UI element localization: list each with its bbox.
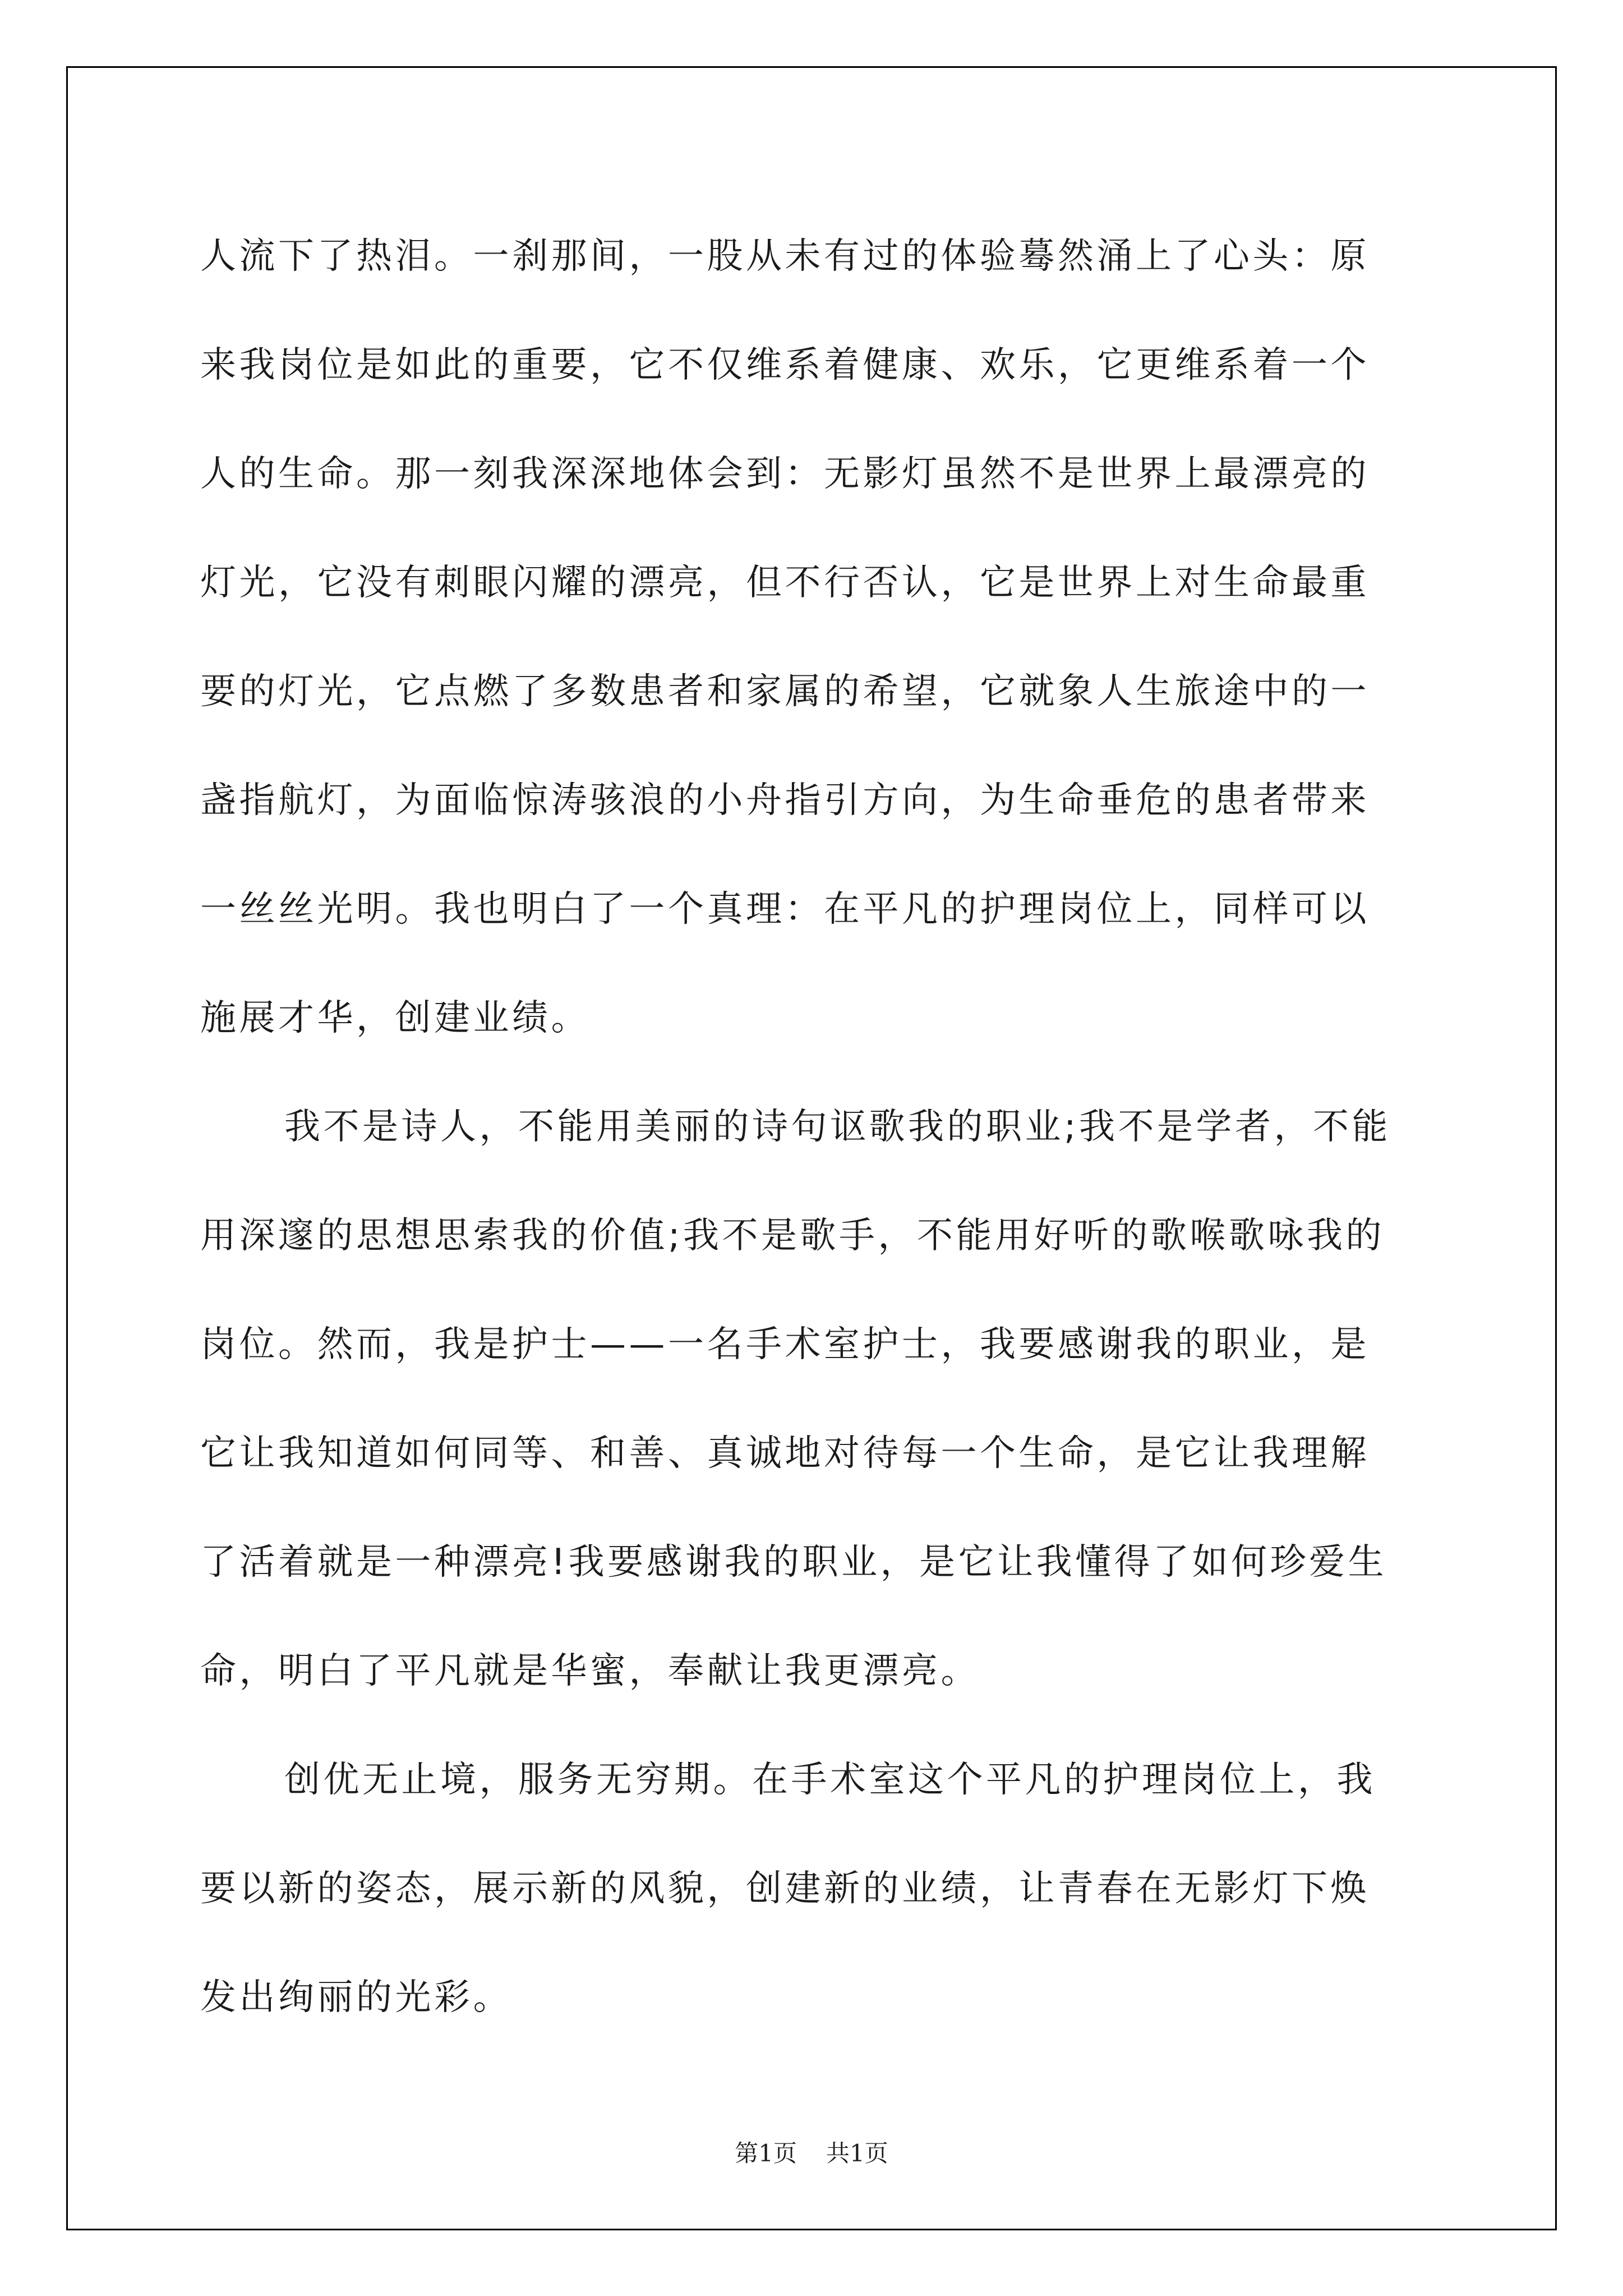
document-body <box>200 202 1423 2052</box>
paragraph-2-line-3: 岗位。然而，我是护士——一名手术室护士，我要感谢我的职业，是 <box>200 1324 1370 1365</box>
paragraph-1-line-6: 盏指航灯，为面临惊涛骇浪的小舟指引方向，为生命垂危的患者带来 <box>200 780 1370 821</box>
paragraph-1-line-2: 来我岗位是如此的重要，它不仅维系着健康、欢乐，它更维系着一个 <box>200 344 1370 386</box>
paragraph-2-line-4: 它让我知道如何同等、和善、真诚地对待每一个生命，是它让我理解 <box>200 1433 1370 1474</box>
paragraph-1-line-3: 人的生命。那一刻我深深地体会到：无影灯虽然不是世界上最漂亮的 <box>200 453 1370 495</box>
paragraph-2-line-5: 了活着就是一种漂亮!我要感谢我的职业，是它让我懂得了如何珍爱生 <box>200 1542 1387 1583</box>
paragraph-1-line-5: 要的灯光，它点燃了多数患者和家属的希望，它就象人生旅途中的一 <box>200 671 1370 712</box>
paragraph-1-line-4: 灯光，它没有刺眼闪耀的漂亮，但不行否认，它是世界上对生命最重 <box>200 562 1370 604</box>
paragraph-3-line-1: 创优无止境，服务无穷期。在手术室这个平凡的护理岗位上，我 <box>284 1759 1376 1801</box>
paragraph-1-line-7: 一丝丝光明。我也明白了一个真理：在平凡的护理岗位上，同样可以 <box>200 889 1370 930</box>
paragraph-2-line-2: 用深邃的思想思索我的价值;我不是歌手，不能用好听的歌喉歌咏我的 <box>200 1215 1385 1257</box>
paragraph-3-line-3: 发出绚丽的光彩。 <box>200 1977 512 2018</box>
page-footer <box>0 2135 1623 2169</box>
paragraph-2-line-6: 命，明白了平凡就是华蜜，奉献让我更漂亮。 <box>200 1650 980 1692</box>
paragraph-3-line-2: 要以新的姿态，展示新的风貌，创建新的业绩，让青春在无影灯下焕 <box>200 1868 1370 1910</box>
paragraph-2-line-1: 我不是诗人，不能用美丽的诗句讴歌我的职业;我不是学者，不能 <box>284 1106 1391 1148</box>
paragraph-1-line-8: 施展才华，创建业绩。 <box>200 997 590 1039</box>
page-total: 共1页 <box>826 2139 888 2167</box>
page-number: 第1页 <box>735 2139 797 2167</box>
paragraph-1-line-1: 人流下了热泪。一刹那间，一股从未有过的体验蓦然涌上了心头：原 <box>200 236 1370 277</box>
